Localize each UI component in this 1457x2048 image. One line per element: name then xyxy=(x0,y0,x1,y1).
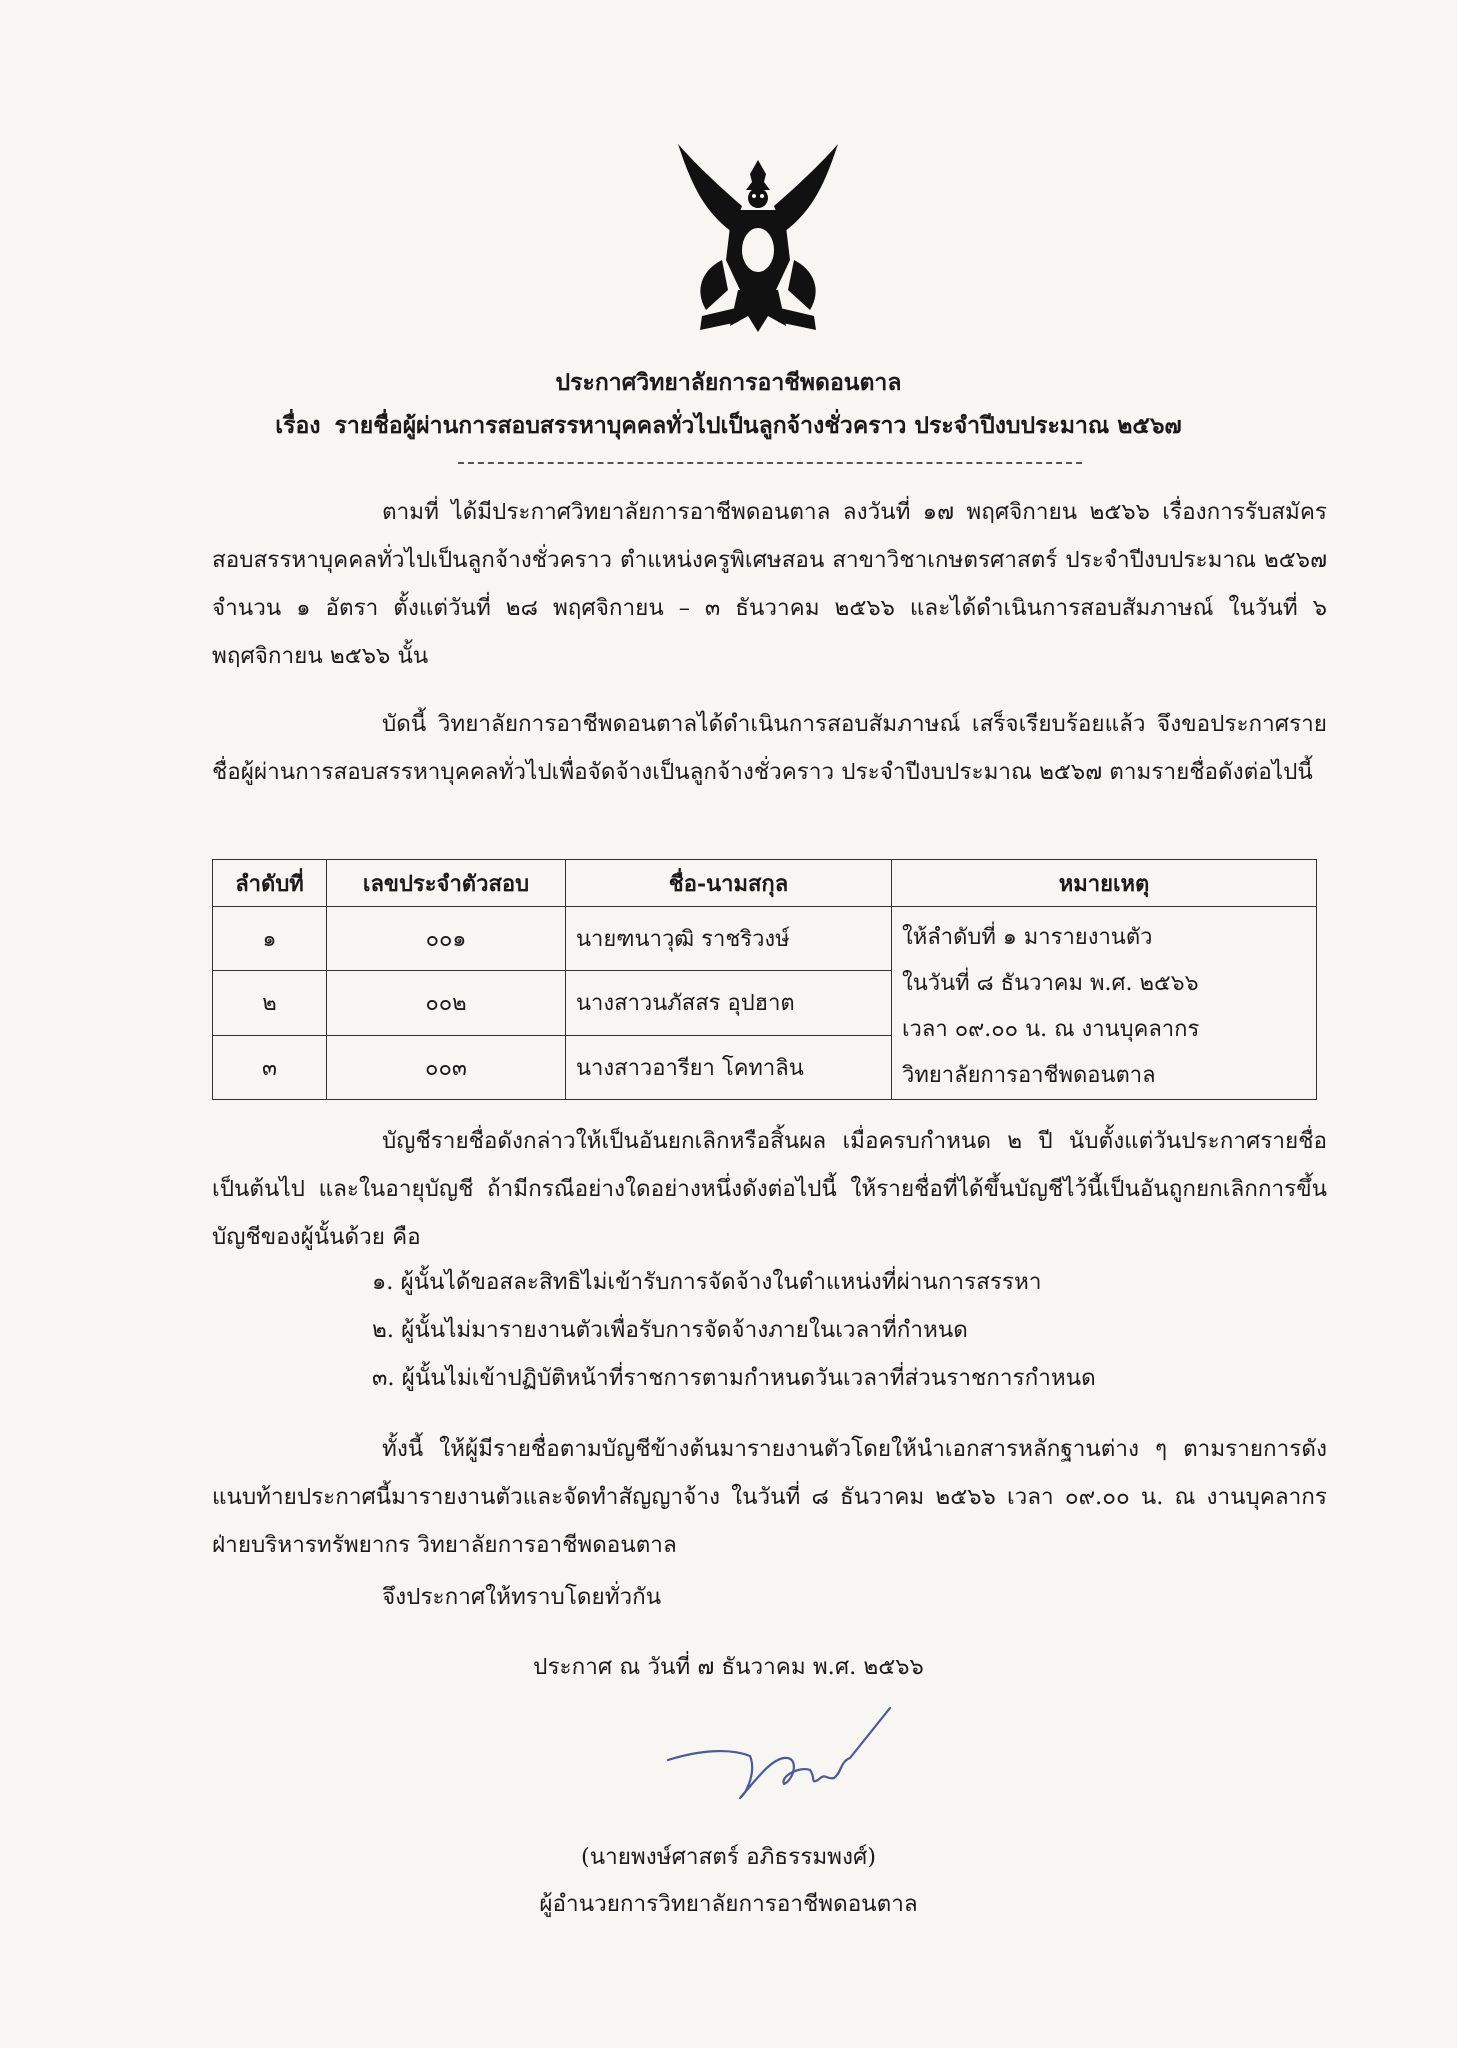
closing-statement: จึงประกาศให้ทราบโดยทั่วกัน xyxy=(382,1584,662,1610)
cell-exam-id: ๐๐๑ xyxy=(327,907,566,971)
cell-exam-id: ๐๐๓ xyxy=(327,1035,566,1099)
list-item: ๒. ผู้นั้นไม่มารายงานตัวเพื่อรับการจัดจ้างภายในเวลาที่กำหนด xyxy=(372,1317,968,1343)
cell-exam-id: ๐๐๒ xyxy=(327,971,566,1035)
paragraph-result: บัดนี้ วิทยาลัยการอาชีพดอนตาลได้ดำเนินการสอบสัมภาษณ์ เสร็จเรียบร้อยแล้ว จึงขอประกาศรายชื่อผู้ผ่านการสอบสรรหาบุคคลทั่วไปเพื่อจัดจ้างเป็นลูกจ้างชั่วคราว ประจำปีงบประมาณ ๒๕๖๗ ตามรายชื่อดังต่อไปนี้ xyxy=(212,711,1327,785)
header-order: ลำดับที่ xyxy=(213,860,327,907)
signature-icon xyxy=(660,1700,900,1810)
paragraph-validity: บัญชีรายชื่อดังกล่าวให้เป็นอันยกเลิกหรือสิ้นผล เมื่อครบกำหนด ๒ ปี นับตั้งแต่วันประกาศรายชื่อเป็นต้นไป และในอายุบัญชี ถ้ามีกรณีอย่างใดอย่างหนึ่งดังต่อไปนี้ ให้รายชื่อที่ได้ขึ้นบัญชีไว้นี้เป็นอันถูกยกเลิกการขึ้นบัญชีของผู้นั้นด้วย คือ xyxy=(212,1128,1327,1250)
title-divider xyxy=(458,462,1082,464)
header-exam-id: เลขประจำตัวสอบ xyxy=(327,860,566,907)
paragraph-report: ทั้งนี้ ให้ผู้มีรายชื่อตามบัญชีข้างต้นมารายงานตัวโดยให้นำเอกสารหลักฐานต่าง ๆ ตามรายการดังแนบท้ายประกาศนี้มารายงานตัวและจัดทำสัญญาจ้าง ในวันที่ ๘ ธันวาคม ๒๕๖๖ เวลา ๐๙.๐๐ น. ณ งานบุคลากร ฝ่ายบริหารทรัพยากร วิทยาลัยการอาชีพดอนตาล xyxy=(212,1436,1327,1558)
cell-order: ๓ xyxy=(213,1035,327,1099)
cell-name: นายฑนาวุฒิ ราชริวงษ์ xyxy=(566,907,892,971)
signatory-position: ผู้อำนวยการวิทยาลัยการอาชีพดอนตาล xyxy=(539,1891,918,1917)
remark-line: วิทยาลัยการอาชีพดอนตาล xyxy=(902,1063,1156,1088)
announcement-subject xyxy=(0,408,1457,444)
cell-remark xyxy=(892,907,1317,1100)
cancellation-conditions xyxy=(372,1258,1332,1402)
header-name: ชื่อ-นามสกุล xyxy=(566,860,892,907)
remark-line: เวลา ๐๙.๐๐ น. ณ งานบุคลากร xyxy=(902,1017,1200,1042)
subject-label: เรื่อง xyxy=(275,412,321,439)
header-remark: หมายเหตุ xyxy=(892,860,1317,907)
cell-order: ๑ xyxy=(213,907,327,971)
table-header-row xyxy=(213,860,1317,907)
list-item: ๓. ผู้นั้นไม่เข้าปฏิบัติหน้าที่ราชการตามกำหนดวันเวลาที่ส่วนราชการกำหนด xyxy=(372,1365,1096,1391)
cell-name: นางสาวนภัสสร อุปฮาต xyxy=(566,971,892,1035)
cell-name: นางสาวอารียา โคทาลิน xyxy=(566,1035,892,1099)
remark-line: ในวันที่ ๘ ธันวาคม พ.ศ. ๒๕๖๖ xyxy=(902,971,1199,996)
signatory-name: (นายพงษ์ศาสตร์ อภิธรรมพงศ์) xyxy=(580,1844,877,1870)
announcement-title: ประกาศวิทยาลัยการอาชีพดอนตาล xyxy=(555,369,902,396)
list-item: ๑. ผู้นั้นได้ขอสละสิทธิไม่เข้ารับการจัดจ้างในตำแหน่งที่ผ่านการสรรหา xyxy=(372,1269,1042,1295)
table-row xyxy=(213,907,1317,971)
paragraph-reference: ตามที่ ได้มีประกาศวิทยาลัยการอาชีพดอนตาล ลงวันที่ ๑๗ พฤศจิกายน ๒๕๖๖ เรื่องการรับสมัครสอบสรรหาบุคคลทั่วไปเป็นลูกจ้างชั่วคราว ตำแหน่งครูพิเศษสอน สาขาวิชาเกษตรศาสตร์ ประจำปีงบประมาณ ๒๕๖๗ จำนวน ๑ อัตรา ตั้งแต่วันที่ ๒๘ พฤศจิกายน – ๓ ธันวาคม ๒๕๖๖ และได้ดำเนินการสอบสัมภาษณ์ ในวันที่ ๖ พฤศจิกายน ๒๕๖๖ นั้น xyxy=(212,499,1327,669)
candidate-table xyxy=(212,859,1317,1100)
remark-line: ให้ลำดับที่ ๑ มารายงานตัว xyxy=(902,925,1153,950)
garuda-emblem-icon xyxy=(672,140,844,340)
subject-text: รายชื่อผู้ผ่านการสอบสรรหาบุคคลทั่วไปเป็นลูกจ้างชั่วคราว ประจำปีงบประมาณ ๒๕๖๗ xyxy=(334,412,1182,439)
cell-order: ๒ xyxy=(213,971,327,1035)
announcement-date: ประกาศ ณ วันที่ ๗ ธันวาคม พ.ศ. ๒๕๖๖ xyxy=(533,1654,924,1680)
